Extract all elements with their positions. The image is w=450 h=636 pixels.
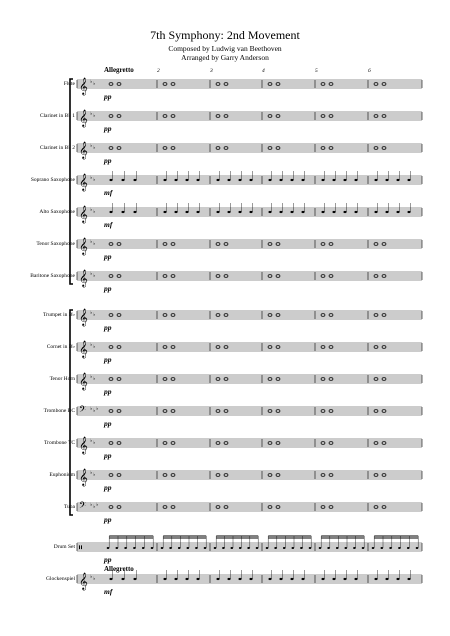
dynamic-marking: pp bbox=[104, 555, 112, 564]
key-signature-flat-icon: ♭ bbox=[93, 440, 96, 446]
drum-note bbox=[372, 547, 375, 549]
composer-credit: Composed by Ludwig van Beethoven bbox=[168, 44, 282, 53]
note-head bbox=[407, 179, 410, 181]
treble-clef-icon: 𝄞 bbox=[79, 237, 88, 255]
key-signature-flat-icon: ♭ bbox=[93, 376, 96, 382]
drum-note bbox=[274, 547, 277, 549]
note-head bbox=[133, 578, 136, 580]
instrument-label: Clarinet in B♭ 1 bbox=[39, 113, 75, 119]
note-head bbox=[133, 211, 136, 213]
note-head bbox=[238, 211, 241, 213]
note-head bbox=[174, 578, 177, 580]
drum-note bbox=[292, 547, 295, 549]
key-signature-flat-icon: ♭ bbox=[90, 271, 93, 277]
instrument-label: Trombone TC bbox=[43, 440, 75, 446]
drum-note bbox=[256, 547, 259, 549]
treble-clef-icon: 𝄞 bbox=[79, 572, 88, 590]
note-head bbox=[343, 578, 346, 580]
dynamic-marking: pp bbox=[104, 483, 112, 492]
drum-note bbox=[353, 547, 356, 549]
drum-note bbox=[309, 547, 312, 549]
note-head bbox=[163, 211, 166, 213]
note-head bbox=[196, 211, 199, 213]
drum-note bbox=[239, 547, 242, 549]
note-head bbox=[343, 211, 346, 213]
dynamic-marking: pp bbox=[104, 515, 112, 524]
drum-note bbox=[133, 547, 136, 549]
key-signature-flat-icon: ♭ bbox=[93, 312, 96, 318]
note-head bbox=[385, 578, 388, 580]
note-head bbox=[121, 179, 124, 181]
note-head bbox=[321, 179, 324, 181]
drum-note bbox=[266, 547, 269, 549]
key-signature-flat-icon: ♭ bbox=[93, 209, 96, 215]
note-head bbox=[121, 578, 124, 580]
treble-clef-icon: 𝄞 bbox=[79, 141, 88, 159]
drum-note bbox=[319, 547, 322, 549]
treble-clef-icon: 𝄞 bbox=[79, 77, 88, 95]
note-head bbox=[374, 179, 377, 181]
note-head bbox=[216, 179, 219, 181]
dynamic-marking: pp bbox=[104, 284, 112, 293]
score-title: 7th Symphony: 2nd Movement bbox=[150, 28, 300, 42]
measure-number: 3 bbox=[210, 68, 213, 74]
drum-note bbox=[398, 547, 401, 549]
note-head bbox=[332, 179, 335, 181]
note-head bbox=[185, 211, 188, 213]
drum-note bbox=[187, 547, 190, 549]
treble-clef-icon: 𝄞 bbox=[79, 205, 88, 223]
drum-note bbox=[107, 547, 110, 549]
note-head bbox=[407, 211, 410, 213]
drum-note bbox=[178, 547, 181, 549]
note-head bbox=[396, 211, 399, 213]
treble-clef-icon: 𝄞 bbox=[79, 308, 88, 326]
note-head bbox=[249, 578, 252, 580]
note-head bbox=[174, 179, 177, 181]
note-head bbox=[332, 578, 335, 580]
instrument-label: Tenor Horn bbox=[49, 376, 75, 382]
bass-clef-icon: 𝄢 bbox=[79, 500, 87, 513]
drum-note bbox=[231, 547, 234, 549]
drum-note bbox=[169, 547, 172, 549]
key-signature-flat-icon: ♭ bbox=[93, 472, 96, 478]
dynamic-marking: pp bbox=[104, 387, 112, 396]
note-head bbox=[121, 211, 124, 213]
note-head bbox=[321, 211, 324, 213]
dynamic-marking: mf bbox=[104, 220, 113, 229]
measure-number: 2 bbox=[157, 68, 160, 74]
drum-note bbox=[362, 547, 365, 549]
measure-number: 5 bbox=[315, 68, 318, 74]
key-signature-flat-icon: ♭ bbox=[90, 406, 93, 412]
note-head bbox=[249, 211, 252, 213]
drum-note bbox=[214, 547, 217, 549]
note-head bbox=[227, 211, 230, 213]
note-head bbox=[268, 211, 271, 213]
drum-note bbox=[345, 547, 348, 549]
note-head bbox=[133, 179, 136, 181]
instrument-label: Tuba bbox=[63, 504, 75, 510]
drum-note bbox=[327, 547, 330, 549]
note-head bbox=[290, 578, 293, 580]
drum-note bbox=[389, 547, 392, 549]
key-signature-flat-icon: ♭ bbox=[93, 145, 96, 151]
note-head bbox=[374, 578, 377, 580]
drum-note bbox=[222, 547, 225, 549]
note-head bbox=[385, 179, 388, 181]
dynamic-marking: pp bbox=[104, 156, 112, 165]
note-head bbox=[174, 211, 177, 213]
note-head bbox=[249, 179, 252, 181]
treble-clef-icon: 𝄞 bbox=[79, 468, 88, 486]
note-head bbox=[163, 179, 166, 181]
key-signature-flat-icon: ♭ bbox=[93, 81, 96, 87]
key-signature-flat-icon: ♭ bbox=[96, 502, 99, 508]
dynamic-marking: pp bbox=[104, 252, 112, 261]
instrument-label: Drum Set bbox=[53, 544, 75, 550]
note-head bbox=[109, 211, 112, 213]
key-signature-flat-icon: ♭ bbox=[93, 113, 96, 119]
note-head bbox=[354, 578, 357, 580]
key-signature-flat-icon: ♭ bbox=[93, 408, 96, 414]
key-signature-flat-icon: ♭ bbox=[90, 239, 93, 245]
note-head bbox=[185, 578, 188, 580]
tempo-marking-glockenspiel: Allegretto bbox=[104, 565, 134, 573]
note-head bbox=[185, 179, 188, 181]
key-signature-flat-icon: ♭ bbox=[93, 177, 96, 183]
key-signature-flat-icon: ♭ bbox=[90, 111, 93, 117]
note-head bbox=[396, 578, 399, 580]
note-head bbox=[343, 179, 346, 181]
note-head bbox=[396, 179, 399, 181]
key-signature-flat-icon: ♭ bbox=[96, 406, 99, 412]
note-head bbox=[354, 179, 357, 181]
note-head bbox=[268, 179, 271, 181]
drum-note bbox=[116, 547, 119, 549]
note-head bbox=[163, 578, 166, 580]
drum-note bbox=[151, 547, 154, 549]
treble-clef-icon: 𝄞 bbox=[79, 372, 88, 390]
instrument-label: Euphonium bbox=[49, 472, 75, 478]
note-head bbox=[196, 578, 199, 580]
key-signature-flat-icon: ♭ bbox=[90, 79, 93, 85]
dynamic-marking: mf bbox=[104, 587, 113, 596]
note-head bbox=[227, 179, 230, 181]
drum-note bbox=[336, 547, 339, 549]
note-head bbox=[279, 211, 282, 213]
note-head bbox=[301, 578, 304, 580]
note-head bbox=[109, 578, 112, 580]
measure-number: 6 bbox=[368, 68, 371, 74]
treble-clef-icon: 𝄞 bbox=[79, 109, 88, 127]
key-signature-flat-icon: ♭ bbox=[90, 502, 93, 508]
dynamic-marking: pp bbox=[104, 355, 112, 364]
drum-note bbox=[407, 547, 410, 549]
key-signature-flat-icon: ♭ bbox=[90, 310, 93, 316]
note-head bbox=[268, 578, 271, 580]
key-signature-flat-icon: ♭ bbox=[93, 504, 96, 510]
instrument-label: Baritone Saxophone bbox=[30, 273, 75, 279]
note-head bbox=[227, 578, 230, 580]
drum-note bbox=[142, 547, 145, 549]
instrument-label: Trumpet in B♭ bbox=[42, 312, 75, 318]
instrument-label: Glockenspiel bbox=[45, 576, 75, 582]
key-signature-flat-icon: ♭ bbox=[90, 207, 93, 213]
drum-note bbox=[195, 547, 198, 549]
instrument-label: Clarinet in B♭ 2 bbox=[39, 145, 75, 151]
note-head bbox=[238, 179, 241, 181]
key-signature-flat-icon: ♭ bbox=[90, 574, 93, 580]
note-head bbox=[238, 578, 241, 580]
drum-note bbox=[124, 547, 127, 549]
note-head bbox=[374, 211, 377, 213]
instrument-label: Soprano Saxophone bbox=[30, 177, 75, 183]
note-head bbox=[196, 179, 199, 181]
dynamic-marking: pp bbox=[104, 451, 112, 460]
key-signature-flat-icon: ♭ bbox=[90, 470, 93, 476]
note-head bbox=[301, 179, 304, 181]
key-signature-flat-icon: ♭ bbox=[90, 342, 93, 348]
note-head bbox=[385, 211, 388, 213]
key-signature-flat-icon: ♭ bbox=[93, 344, 96, 350]
note-head bbox=[109, 179, 112, 181]
drum-note bbox=[381, 547, 384, 549]
drum-note bbox=[283, 547, 286, 549]
key-signature-flat-icon: ♭ bbox=[90, 438, 93, 444]
instrument-label: Trombone BC bbox=[43, 408, 75, 414]
drum-note bbox=[416, 547, 419, 549]
treble-clef-icon: 𝄞 bbox=[79, 436, 88, 454]
treble-clef-icon: 𝄞 bbox=[79, 269, 88, 287]
measure-number: 4 bbox=[262, 68, 265, 74]
dynamic-marking: pp bbox=[104, 124, 112, 133]
dynamic-marking: pp bbox=[104, 323, 112, 332]
key-signature-flat-icon: ♭ bbox=[90, 175, 93, 181]
note-head bbox=[332, 211, 335, 213]
treble-clef-icon: 𝄞 bbox=[79, 340, 88, 358]
note-head bbox=[216, 578, 219, 580]
key-signature-flat-icon: ♭ bbox=[93, 273, 96, 279]
note-head bbox=[216, 211, 219, 213]
key-signature-flat-icon: ♭ bbox=[93, 576, 96, 582]
note-head bbox=[279, 179, 282, 181]
key-signature-flat-icon: ♭ bbox=[93, 241, 96, 247]
dynamic-marking: pp bbox=[104, 92, 112, 101]
treble-clef-icon: 𝄞 bbox=[79, 173, 88, 191]
instrument-label: Alto Saxophone bbox=[39, 209, 75, 215]
key-signature-flat-icon: ♭ bbox=[90, 374, 93, 380]
tempo-marking: Allegretto bbox=[104, 66, 134, 74]
note-head bbox=[354, 211, 357, 213]
instrument-label: Tenor Saxophone bbox=[36, 241, 75, 247]
note-head bbox=[407, 578, 410, 580]
instrument-label: Cornet in B♭ bbox=[46, 344, 75, 350]
drum-note bbox=[161, 547, 164, 549]
note-head bbox=[301, 211, 304, 213]
note-head bbox=[321, 578, 324, 580]
bass-clef-icon: 𝄢 bbox=[79, 404, 87, 417]
instrument-label: Flute bbox=[63, 81, 75, 87]
drum-note bbox=[247, 547, 250, 549]
dynamic-marking: mf bbox=[104, 188, 113, 197]
arranger-credit: Arranged by Garry Anderson bbox=[181, 53, 269, 62]
dynamic-marking: pp bbox=[104, 419, 112, 428]
percussion-clef-icon: 𝄥 bbox=[79, 543, 82, 554]
note-head bbox=[290, 179, 293, 181]
key-signature-flat-icon: ♭ bbox=[90, 143, 93, 149]
note-head bbox=[290, 211, 293, 213]
drum-note bbox=[300, 547, 303, 549]
drum-note bbox=[204, 547, 207, 549]
note-head bbox=[279, 578, 282, 580]
